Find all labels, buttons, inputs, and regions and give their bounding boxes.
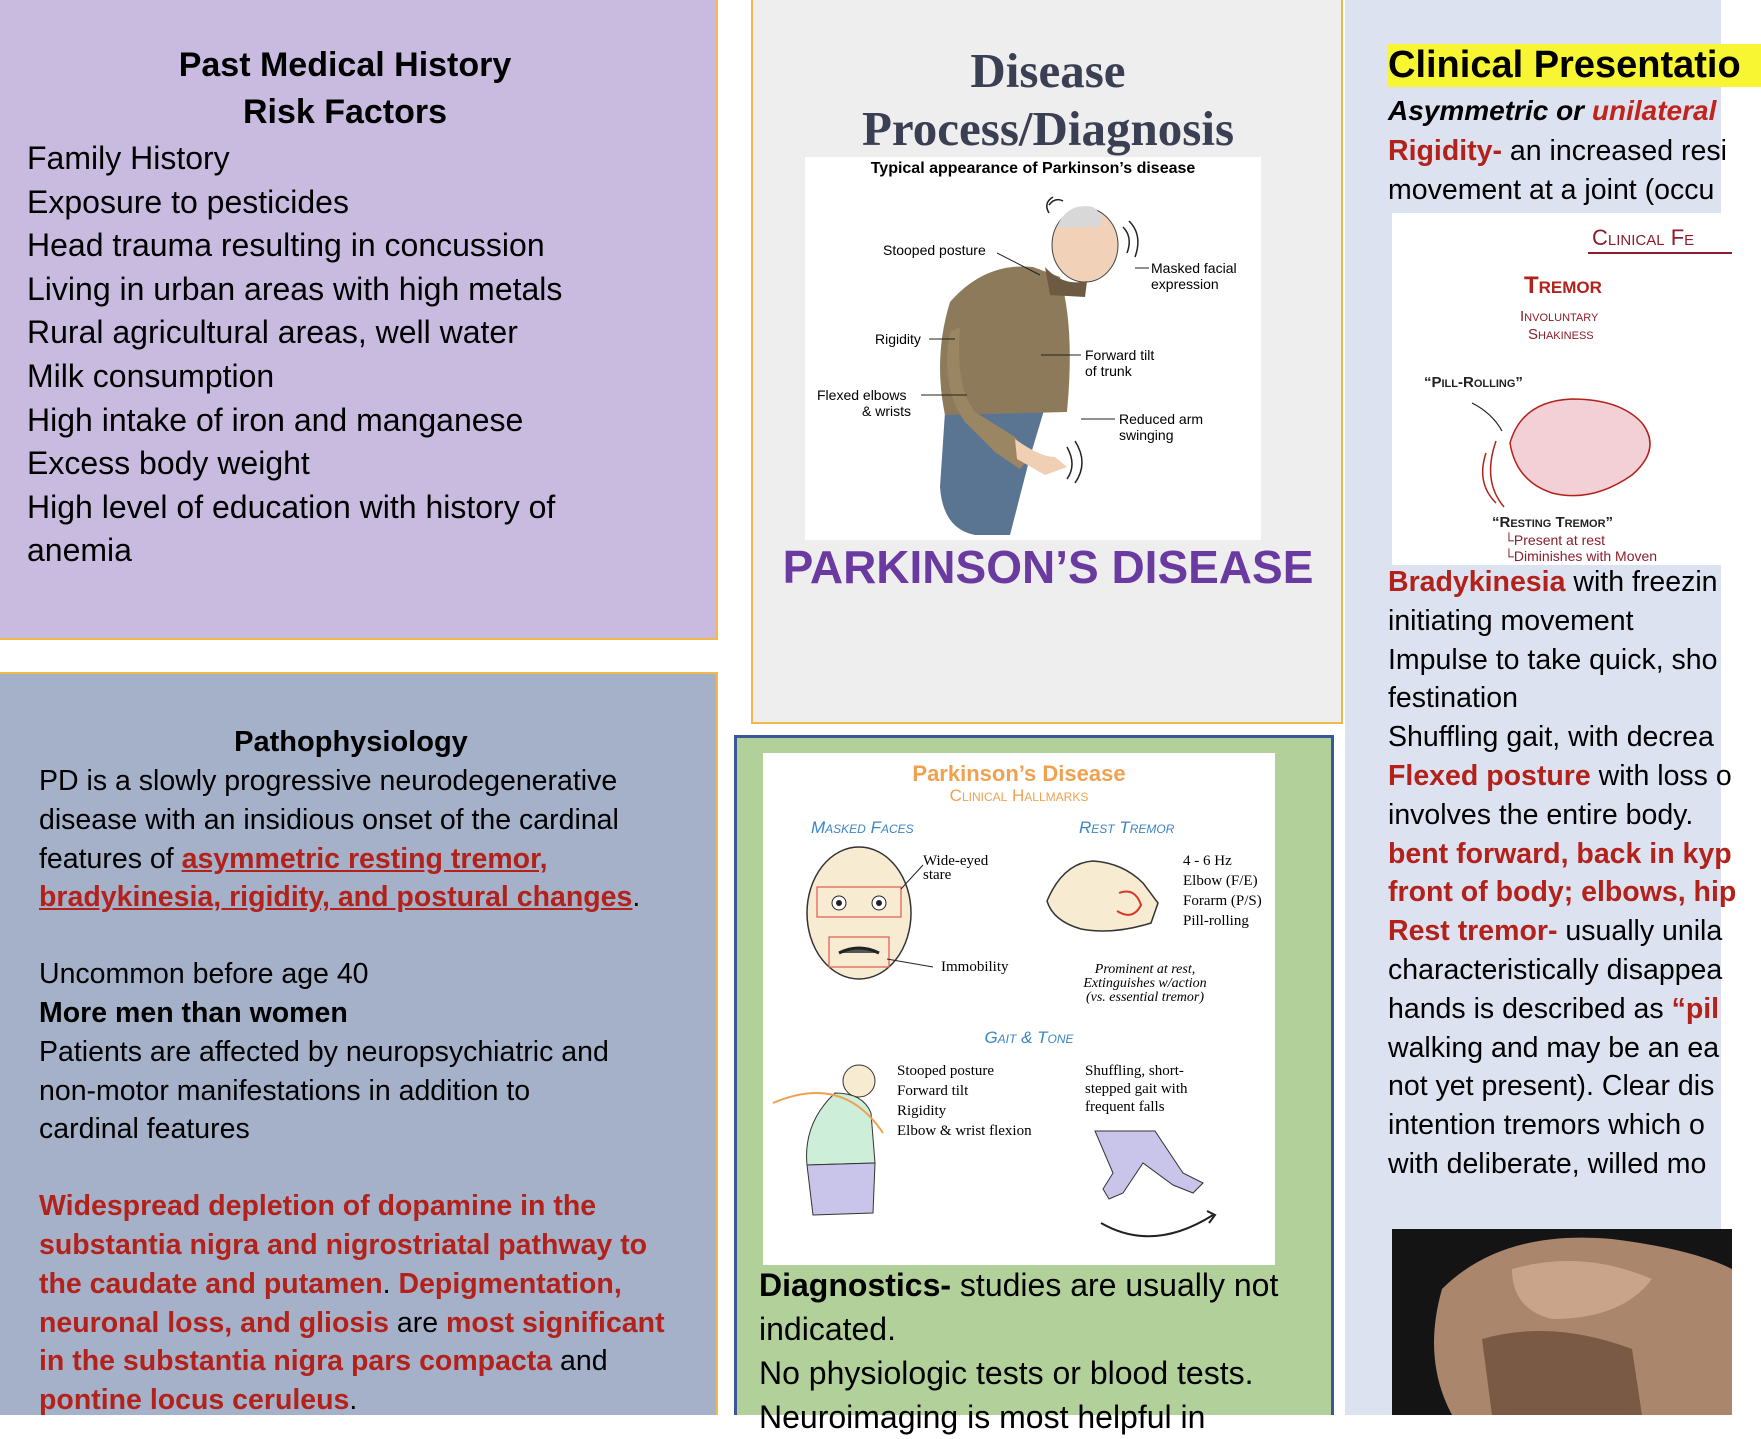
list-item: Family History [27,140,230,176]
parkinsons-disease-label: PARKINSON’S DISEASE [782,541,1314,593]
text-span: and [552,1345,608,1378]
hallmarks-illustration [763,753,1275,1265]
text-span: with loss o [1590,759,1732,792]
tremor-marks [1047,197,1063,213]
shuffling-line1: Shuffling, short- [1085,1063,1184,1079]
clinical-presentation-text [1388,563,1736,1184]
list-item: Living in urban areas with high metals [27,270,563,307]
label-forward-tilt-2: of trunk [1085,363,1132,379]
wide-eyed-label: Wide-eyed [923,853,989,869]
text-span: hands is described as [1388,992,1672,1025]
flexed-posture-label: Flexed posture [1388,759,1591,792]
text-span: Depigmentation, [398,1267,622,1300]
parkinsons-appearance-figure [805,157,1261,540]
gait-stooped-label: Stooped posture [897,1063,995,1079]
hz-label: 4 - 6 Hz [1183,853,1232,869]
shuffling-legs-drawing [1095,1131,1203,1199]
text-line: substantia nigra and nigrostriatal pathway to [39,1228,648,1261]
text-line: No physiologic tests or blood tests. [759,1355,1254,1391]
text-span: neuronal loss, and gliosis [39,1306,389,1339]
title-line: Disease [970,43,1126,98]
label-forward-tilt: Forward tilt [1085,347,1155,363]
stooped-figure-torso [807,1093,875,1165]
pathophysiology-panel [0,672,718,1415]
spacer [39,917,679,955]
pill-rolling-hand-drawing [1510,399,1650,496]
shuffling-line2: stepped gait with [1085,1081,1188,1097]
hallmarks-title: Parkinson’s Disease [912,761,1126,786]
hand-tremor-photo [1392,1229,1732,1415]
text-line [1388,912,1736,951]
text-span: . [632,881,641,914]
text-line: Widespread depletion of dopamine in the [39,1190,597,1223]
diagnostics-label: Diagnostics- [759,1267,952,1303]
diminishes-label: └Diminishes with Moven [1504,548,1658,564]
tremor-heading: Tremor [1524,272,1602,299]
text-span: . [349,1384,358,1417]
text-span: an increased resi [1502,135,1727,167]
clinical-features-illustration [1392,213,1732,565]
label-rigidity: Rigidity [875,331,921,347]
text-line: indicated. [759,1311,896,1347]
text-line: cardinal features [39,1113,250,1146]
text-line: with deliberate, willed mo [1388,1147,1707,1180]
label-reduced-arm-2: swinging [1119,427,1174,443]
text-line: PD is a slowly progressive neurodegenerative [39,765,618,797]
resting-tremor-label: “Resting Tremor” [1492,514,1614,531]
clinical-presentation-panel [1345,0,1741,1415]
cardinal-features-highlight: asymmetric resting tremor, [181,842,548,875]
text-line: Impulse to take quick, sho [1388,643,1718,676]
text-line: festination [1388,682,1518,715]
list-item: Exposure to pesticides [27,183,349,220]
hallmarks-subtitle: Clinical Hallmarks [949,786,1089,805]
pmh-title-line1: Past Medical History [178,46,512,84]
label-stooped-posture: Stooped posture [883,242,986,258]
spacer [39,1149,679,1187]
text-line: More men than women [39,996,348,1029]
rigidity-text [1388,132,1727,210]
list-item: anemia [27,532,132,569]
pathophysiology-body [39,762,679,1420]
rest-tremor-heading: Rest Tremor [1079,818,1175,837]
text-line [39,1304,679,1343]
diagnostics-panel [734,735,1334,1435]
text-line: movement at a joint (occu [1388,173,1715,206]
text-span: Asymmetric or [1388,95,1592,126]
pmh-title [0,42,690,136]
text-line [1388,757,1736,796]
label-flexed-elbows: Flexed elbows [817,387,907,403]
text-span: in the substantia nigra pars compacta [39,1345,553,1378]
text-line [39,840,679,879]
prominent-line1: Prominent at rest, [1094,962,1196,977]
text-line [39,1342,679,1381]
list-item: Milk consumption [27,357,275,394]
pill-highlight: “pil [1671,992,1720,1025]
clinical-features-header: Clinical Fe [1592,225,1695,250]
tremor-marks [1123,221,1138,257]
text-line [39,1381,679,1420]
hand-photo-drawing [1392,1229,1732,1415]
text-span: most significant [446,1306,665,1339]
pathophysiology-title: Pathophysiology [234,726,468,758]
appearance-illustration [805,157,1261,540]
clinical-hallmarks-figure [763,753,1275,1265]
list-item: High intake of iron and manganese [27,401,524,438]
text-span: are [389,1306,447,1339]
figure-hair-shape [1057,206,1101,227]
text-line [759,1263,1329,1307]
gait-tone-heading: Gait & Tone [984,1028,1074,1047]
pmh-title-line2: Risk Factors [242,93,448,131]
text-span: with freezin [1565,566,1718,598]
text-span: . [382,1267,399,1300]
rigidity-label: Rigidity- [1388,135,1502,167]
clinical-presentation-title: Clinical Presentatio [1388,44,1761,87]
gait-rigidity-label: Rigidity [897,1103,947,1119]
text-span: features of [39,842,182,875]
label-masked-facial-2: expression [1151,276,1219,292]
prominent-line3: (vs. essential tremor) [1085,990,1205,1005]
text-line: intention tremors which o [1388,1109,1705,1142]
label-masked-facial: Masked facial [1151,260,1237,276]
past-medical-history-panel [0,0,718,640]
text-line: disease with an insidious onset of the cardinal [39,803,619,836]
figure-caption: Typical appearance of Parkinson’s disease [870,160,1196,177]
text-line: characteristically disappea [1388,953,1723,986]
list-item: Rural agricultural areas, well water [27,314,518,351]
text-line: Shuffling gait, with decrea [1388,721,1714,754]
clinical-features-figure [1392,213,1732,565]
diagnostics-text [759,1263,1329,1439]
pill-rolling-label: Pill-rolling [1183,913,1249,929]
pill-rolling-heading: “Pill-Rolling” [1424,374,1523,391]
rest-tremor-hand-drawing [1047,861,1158,931]
text-line [39,1265,679,1304]
text-line: Neuroimaging is most helpful in [759,1399,1206,1435]
text-line [1388,563,1736,602]
text-span: pontine locus ceruleus [39,1384,350,1417]
text-line: Patients are affected by neuropsychiatric and [39,1035,609,1068]
bradykinesia-label: Bradykinesia [1388,566,1566,598]
text-line: not yet present). Clear dis [1388,1070,1715,1103]
stooped-figure-legs [807,1163,875,1215]
unilateral-highlight: unilateral [1591,95,1717,126]
list-item: Excess body weight [27,445,310,482]
involuntary-label: Involuntary [1520,308,1599,325]
text-span: studies are usually not [951,1267,1279,1303]
text-line: bent forward, back in kyp [1388,837,1732,870]
text-line [39,878,679,917]
stare-label: stare [923,867,952,883]
elbow-label: Elbow (F/E) [1183,873,1258,889]
shakiness-label: Shakiness [1528,326,1594,343]
disease-process-panel [751,0,1343,724]
text-span: the caudate and putamen [39,1267,383,1300]
stooped-figure-head [843,1065,875,1097]
text-line: walking and may be an ea [1388,1031,1720,1064]
list-item: High level of education with history of [27,488,556,525]
text-line: non-motor manifestations in addition to [39,1074,531,1107]
text-line [1388,990,1736,1029]
present-at-rest-label: └Present at rest [1504,532,1605,548]
forearm-label: Forarm (P/S) [1183,893,1262,909]
text-line: Uncommon before age 40 [39,958,369,991]
prominent-line2: Extinguishes w/action [1083,976,1207,991]
shuffling-line3: frequent falls [1085,1099,1165,1115]
risk-factor-list [27,137,562,573]
text-span: usually unila [1557,915,1723,948]
label-reduced-arm: Reduced arm [1119,411,1204,427]
immobility-label: Immobility [941,959,1009,975]
label-flexed-elbows-2: & wrists [862,403,911,419]
rest-tremor-label: Rest tremor- [1388,915,1558,948]
tremor-marks [1067,441,1082,483]
gait-forward-label: Forward tilt [897,1083,969,1099]
gait-elbow-label: Elbow & wrist flexion [897,1123,1032,1139]
cardinal-features-highlight: bradykinesia, rigidity, and postural changes [39,881,633,914]
text-line: initiating movement [1388,604,1634,637]
text-line: front of body; elbows, hip [1388,876,1737,909]
text-line [1388,132,1727,171]
masked-faces-heading: Masked Faces [811,818,914,837]
clinical-subtitle [1388,95,1716,127]
title-line: Process/Diagnosis [861,101,1235,156]
disease-process-title [753,42,1343,158]
masked-face-drawing [807,847,911,979]
text-line: involves the entire body. [1388,798,1694,831]
list-item: Head trauma resulting in concussion [27,227,545,264]
